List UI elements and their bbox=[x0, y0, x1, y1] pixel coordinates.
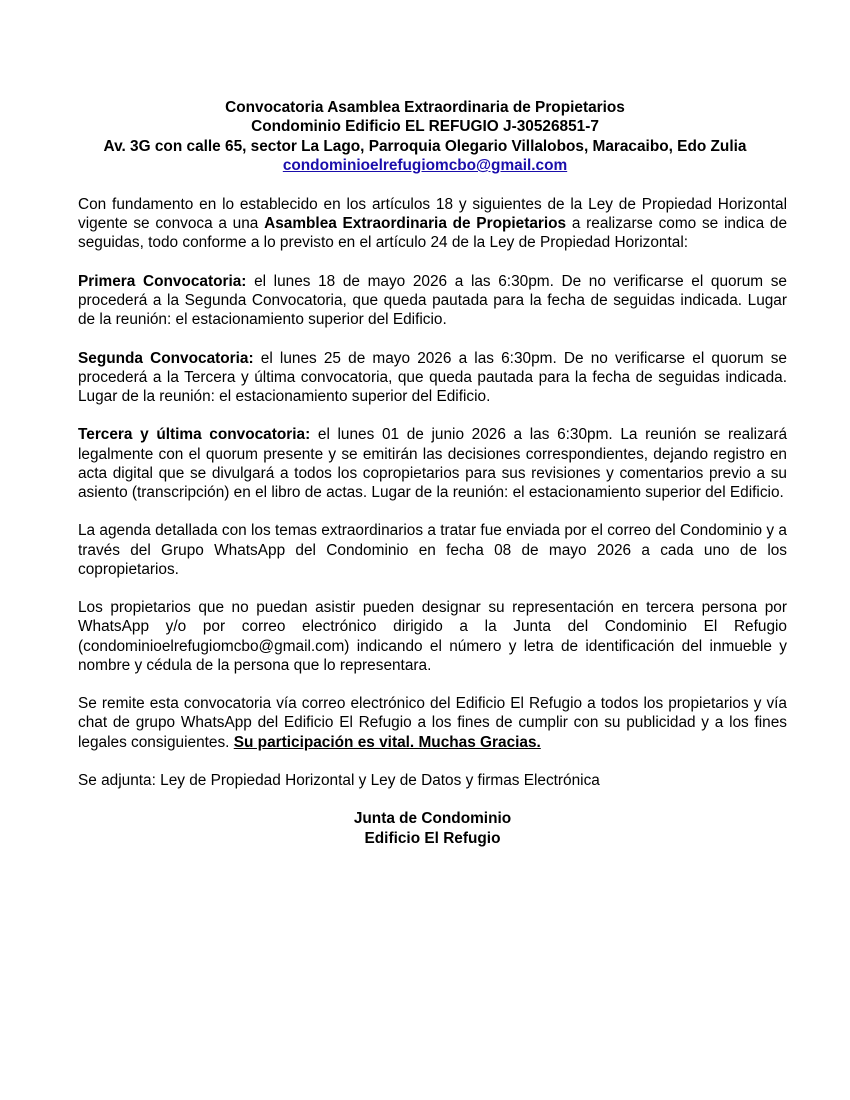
primera-label: Primera Convocatoria: bbox=[78, 272, 247, 290]
adjunta-paragraph: Se adjunta: Ley de Propiedad Horizontal y Ley de Datos y firmas Electrónica bbox=[78, 771, 600, 789]
intro-paragraph bbox=[78, 195, 787, 253]
representacion-paragraph: Los propietarios que no puedan asistir pueden designar su representación en tercera persona por WhatsApp y/o por correo electrónico dirigido a la Junta del Condominio El Refugio (condominioelrefugiomcbo@gmail.com) indicando el número y letra de identificación del inmueble y nombre y cédula de la persona que lo representara. bbox=[78, 599, 787, 674]
remite-paragraph bbox=[78, 694, 787, 752]
intro-text-a: Con fundamento en lo establecido en los artículos 18 y siguientes de la Ley de Propiedad Horizontal vigente se convoca a una bbox=[78, 196, 787, 233]
tercera-label: Tercera y última convocatoria: bbox=[78, 426, 311, 444]
header-title: Convocatoria Asamblea Extraordinaria de Propietarios bbox=[225, 99, 625, 116]
closing-thanks: Su participación es vital. Muchas Gracias. bbox=[233, 733, 541, 751]
document-body bbox=[78, 195, 787, 848]
intro-bold-text: Asamblea Extraordinaria de Propietarios bbox=[264, 215, 567, 233]
remite-text: Se remite esta convocatoria vía correo electrónico del Edificio El Refugio a todos los propietarios y vía chat de grupo WhatsApp del Edificio El Refugio a los fines de cumplir con su publicidad y a los fines legales consiguientes. bbox=[78, 695, 787, 751]
header-address: Av. 3G con calle 65, sector La Lago, Parroquia Olegario Villalobos, Maracaibo, Edo Zulia bbox=[103, 137, 747, 155]
tercera-convocatoria-paragraph bbox=[78, 425, 787, 502]
signature-edificio: Edificio El Refugio bbox=[364, 829, 501, 847]
signature-block bbox=[78, 809, 787, 847]
tercera-text: el lunes 01 de junio 2026 a las 6:30pm. La reunión se realizará legalmente con el quorum presente y se emitirán las decisiones correspondientes, dejando registro en acta digital que se divulgará a todos los copropietarios para sus revisiones y comentarios previo a su asiento (transcripción) en el libro de actas. Lugar de la reunión: el estacionamiento superior del Edificio. bbox=[78, 426, 788, 501]
segunda-convocatoria-paragraph bbox=[78, 349, 787, 407]
segunda-text: el lunes 25 de mayo 2026 a las 6:30pm. De no verificarse el quorum se procederá a la Tercera y última convocatoria, que queda pautada para la fecha de seguidas indicada. Lugar de la reunión: el estacionamiento superior del Edificio. bbox=[78, 349, 787, 405]
segunda-label: Segunda Convocatoria: bbox=[78, 349, 254, 367]
primera-convocatoria-paragraph bbox=[78, 272, 787, 330]
document-header bbox=[60, 98, 790, 176]
signature-junta: Junta de Condominio bbox=[353, 810, 512, 828]
agenda-paragraph: La agenda detallada con los temas extraordinarios a tratar fue enviada por el correo del Condominio y a través del Grupo WhatsApp del Condominio en fecha 08 de mayo 2026 a cada uno de los copropietarios. bbox=[78, 522, 787, 578]
intro-text-b: a realizarse como se indica de seguidas, todo conforme a lo previsto en el artículo 24 de la Ley de Propiedad Horizontal: bbox=[78, 215, 787, 252]
primera-text: el lunes 18 de mayo 2026 a las 6:30pm. De no verificarse el quorum se procederá a la Segunda Convocatoria, que queda pautada para la fecha de seguidas indicada. Lugar de la reunión: el estacionamiento superior del Edificio. bbox=[78, 272, 787, 329]
header-email-link[interactable]: condominioelrefugiomcbo@gmail.com bbox=[282, 157, 568, 175]
header-condominium: Condominio Edificio EL REFUGIO J-30526851-7 bbox=[251, 118, 599, 136]
